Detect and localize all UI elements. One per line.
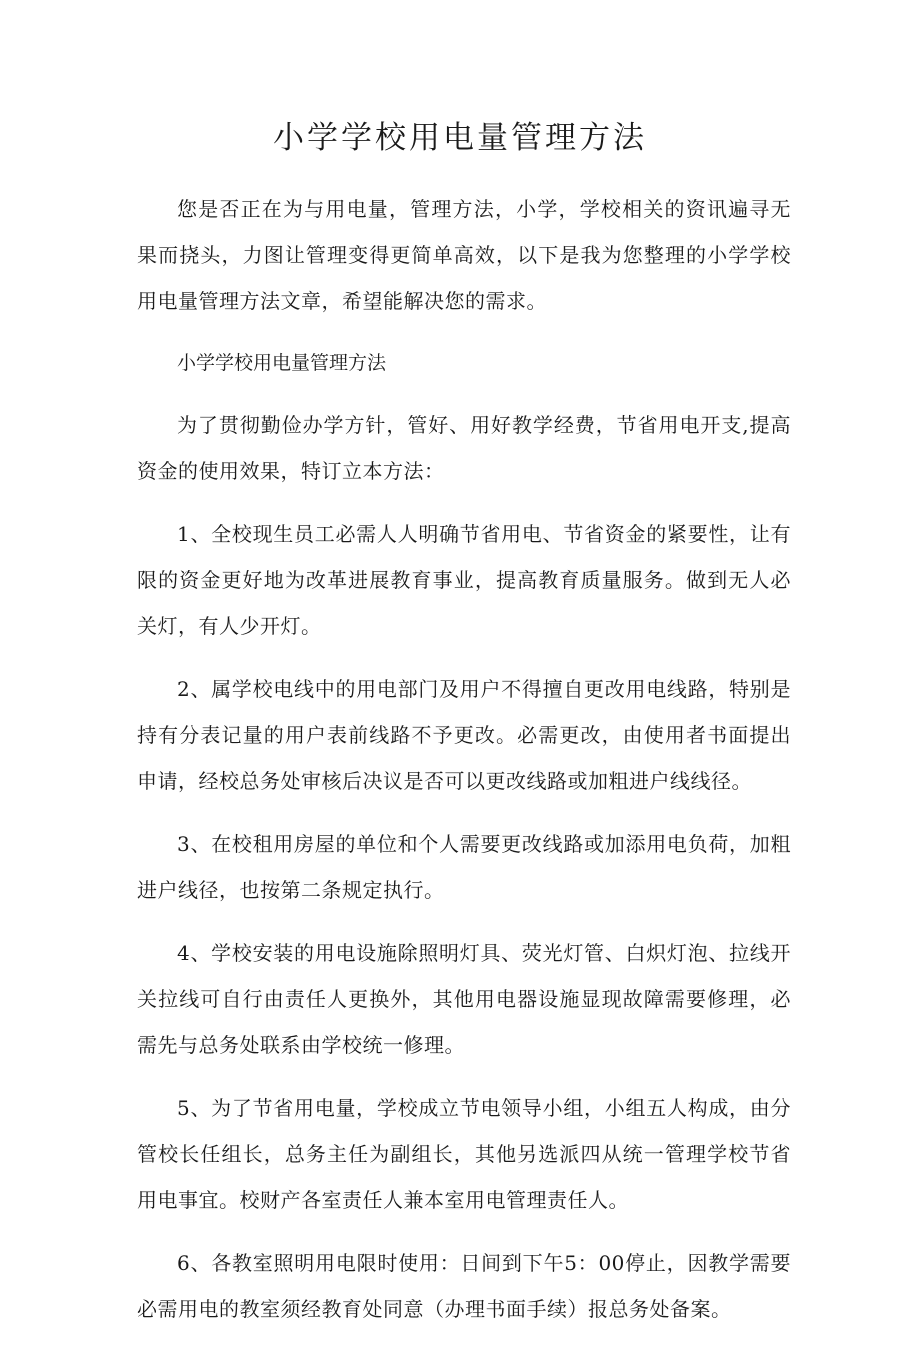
rule-item-3: 3、在校租用房屋的单位和个人需要更改线路或加添用电负荷，加粗进户线径，也按第二条规定执行。 [137,832,791,902]
rule-item-1: 1、全校现生员工必需人人明确节省用电、节省资金的紧要性，让有限的资金更好地为改革进展教育事业，提高教育质量服务。做到无人必关灯，有人少开灯。 [137,522,791,638]
document-body [137,186,791,1349]
preamble-paragraph: 为了贯彻勤俭办学方针，管好、用好教学经费，节省用电开支,提高资金的使用效果，特订立本方法： [137,413,791,483]
intro-paragraph: 您是否正在为与用电量，管理方法，小学，学校相关的资讯遍寻无果而挠头，力图让管理变得更简单高效，以下是我为您整理的小学学校用电量管理方法文章，希望能解决您的需求。 [137,197,791,313]
section-heading: 小学学校用电量管理方法 [177,352,387,374]
rule-item-5: 5、为了节省用电量，学校成立节电领导小组，小组五人构成，由分管校长任组长，总务主任为副组长，其他另选派四从统一管理学校节省用电事宜。校财产各室责任人兼本室用电管理责任人。 [137,1096,791,1212]
rule-item-2: 2、属学校电线中的用电部门及用户不得擅自更改用电线路，特别是持有分表记量的用户表前线路不予更改。必需更改，由使用者书面提出申请，经校总务处审核后决议是否可以更改线路或加粗进户线线径。 [137,677,791,793]
document-title: 小学学校用电量管理方法 [273,120,647,156]
rule-item-6: 6、各教室照明用电限时使用：日间到下午5：00停止，因教学需要必需用电的教室须经教育处同意（办理书面手续）报总务处备案。 [137,1251,791,1321]
rule-item-4: 4、学校安装的用电设施除照明灯具、荧光灯管、白炽灯泡、拉线开关拉线可自行由责任人更换外，其他用电器设施显现故障需要修理，必需先与总务处联系由学校统一修理。 [137,941,791,1057]
